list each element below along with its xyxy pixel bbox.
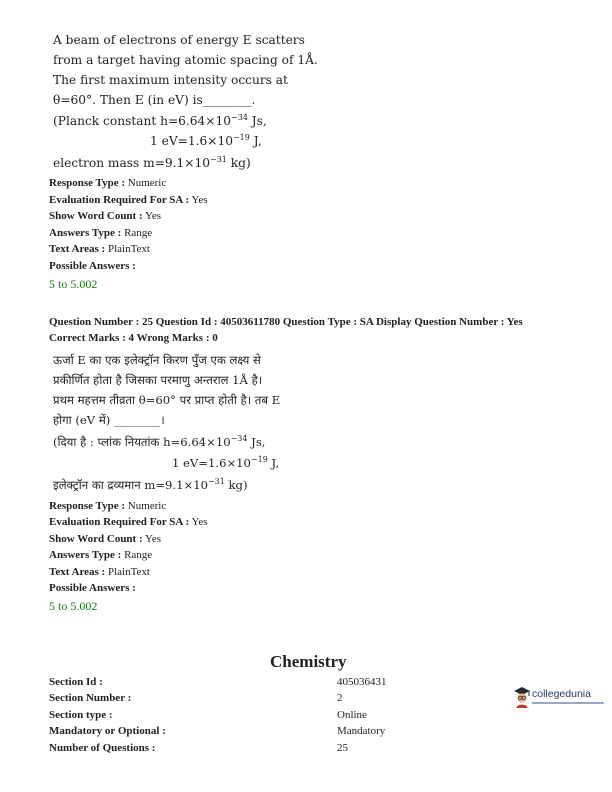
logo-tagline-bar — [532, 702, 604, 704]
section-id-label: Section Id : — [49, 676, 103, 688]
section-title: Chemistry — [270, 652, 347, 671]
q24-constant-planck: (Planck constant $h=6.64\times 10^{-34}$ Js, — [53, 113, 267, 128]
q25-header: Question Number : 25 Question Id : 40503611780 Question Type : SA Display Question Number : Yes — [49, 316, 523, 328]
q25-answers-type: Answers Type : Range — [49, 549, 153, 561]
q25-constant-electron-mass: इलेक्ट्रॉन का द्रव्यमान $m=9.1\times 10^{-31}$ kg) — [53, 477, 248, 492]
q24-constant-electron-mass: electron mass $m=9.1\times 10^{-31}$ kg) — [53, 155, 251, 170]
q24-constant-ev: 1 $eV=1.6\times 10^{-19}$ J, — [150, 133, 262, 148]
section-number-label: Section Number : — [49, 692, 132, 704]
q25-text-line-4: होगा (eV में) ________। — [53, 413, 165, 427]
q24-show-word-count: Show Word Count : Yes — [49, 210, 161, 222]
q24-text-line-4: θ=60°. Then E (in eV) is________. — [53, 93, 256, 107]
q25-marks: Correct Marks : 4 Wrong Marks : 0 — [49, 332, 218, 344]
graduate-avatar-icon — [513, 686, 531, 708]
q25-response-type: Response Type : Numeric — [49, 500, 167, 512]
q24-answer-range: 5 to 5.002 — [49, 277, 98, 291]
q24-possible-answers-label: Possible Answers : — [49, 260, 136, 272]
section-question-count-value: 25 — [337, 742, 348, 754]
q25-answer-range: 5 to 5.002 — [49, 599, 98, 613]
q25-evaluation-required: Evaluation Required For SA : Yes — [49, 516, 208, 528]
q24-answers-type: Answers Type : Range — [49, 227, 153, 239]
q25-text-areas: Text Areas : PlainText — [49, 566, 150, 578]
q25-show-word-count: Show Word Count : Yes — [49, 533, 161, 545]
collegedunia-logo — [513, 686, 605, 714]
section-id-value: 405036431 — [337, 676, 387, 688]
section-question-count-label: Number of Questions : — [49, 742, 156, 754]
logo-wordmark: collegedunia — [532, 688, 591, 700]
section-mandatory-label: Mandatory or Optional : — [49, 725, 166, 737]
q24-response-type: Response Type : Numeric — [49, 177, 167, 189]
section-mandatory-value: Mandatory — [337, 725, 386, 737]
q24-text-line-2: from a target having atomic spacing of 1Å. — [53, 53, 318, 67]
q24-text-areas: Text Areas : PlainText — [49, 243, 150, 255]
q25-text-line-2: प्रकीर्णित होता है जिसका परमाणु अन्तराल 1Å है। — [53, 373, 263, 387]
q25-constant-planck: (दिया है : प्लांक नियतांक $h=6.64\times 10^{-34}$ Js, — [53, 434, 266, 449]
section-type-label: Section type : — [49, 709, 113, 721]
q25-text-line-1: ऊर्जा E का एक इलेक्ट्रॉन किरण पुँज एक लक्ष्य से — [53, 353, 261, 367]
q24-evaluation-required: Evaluation Required For SA : Yes — [49, 194, 208, 206]
q25-constant-ev: 1 $eV=1.6\times 10^{-19}$ J, — [172, 455, 280, 470]
q24-text-line-1: A beam of electrons of energy E scatters — [53, 33, 305, 47]
q24-text-line-3: The first maximum intensity occurs at — [53, 73, 288, 87]
section-number-value: 2 — [337, 692, 343, 704]
q25-possible-answers-label: Possible Answers : — [49, 582, 136, 594]
section-type-value: Online — [337, 709, 367, 721]
q25-text-line-3: प्रथम महत्तम तीव्रता θ=60° पर प्राप्त होती है। तब E — [53, 393, 281, 407]
